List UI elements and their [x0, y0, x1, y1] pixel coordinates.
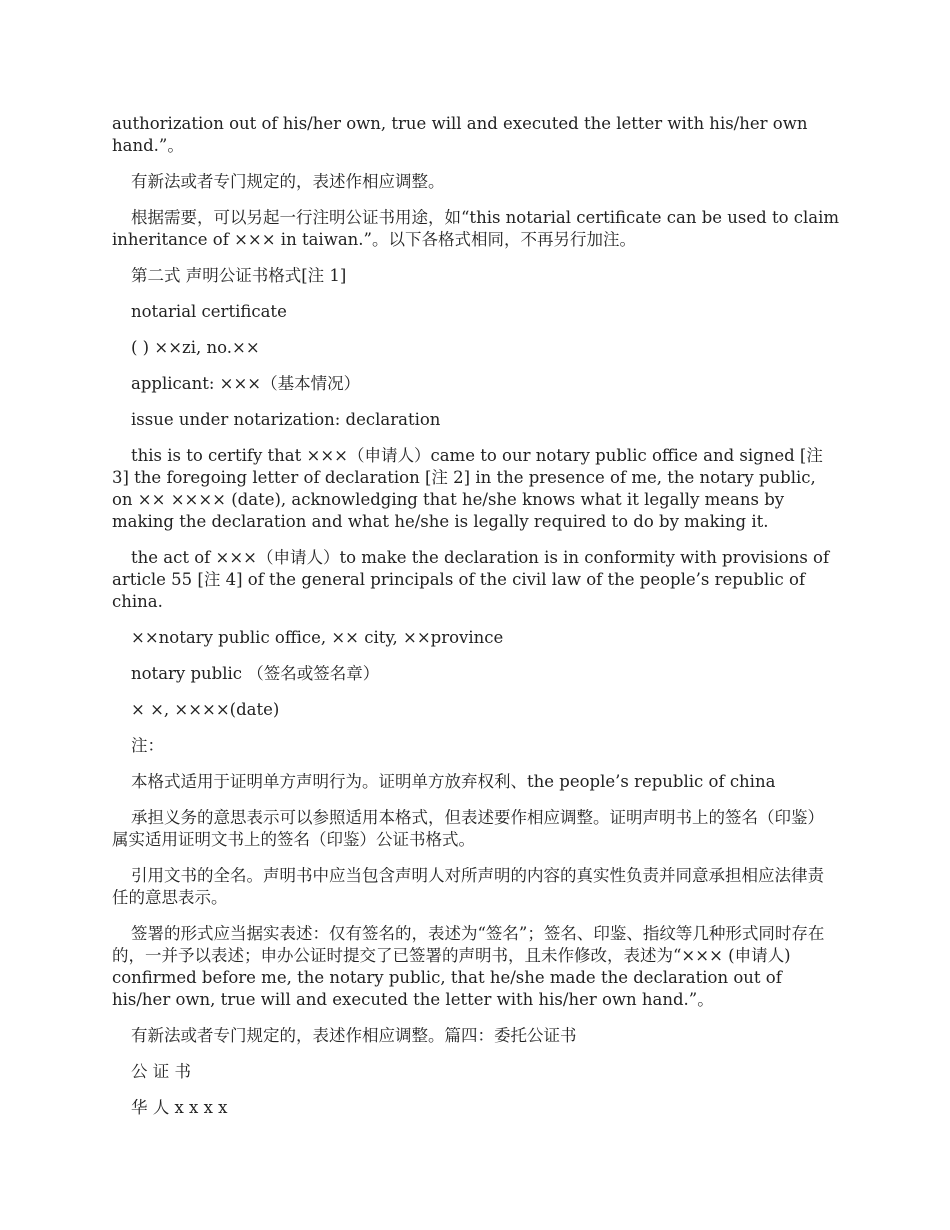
paragraph-certify: this is to certify that ×××（申请人）came to our notary public office and signed [注 3] the foregoing letter of declaration [注 2] in the presence of me, the notary public, on ×× ×××× (date), acknowledging that he/she knows what it legally means by making the declaration and what he/she is legally required to do by making it.: [112, 446, 823, 531]
section-heading-declaration-format: 第二式 声明公证书格式[注 1]: [131, 266, 347, 285]
paragraph-conformity: the act of ×××（申请人）to make the declaration is in conformity with provisions of article 55 [注 4] of the general principals of the civil law of the people’s republic of china.: [112, 548, 830, 611]
applicant-line: applicant: ×××（基本情况）: [131, 374, 361, 393]
note-1-continued: 承担义务的意思表示可以参照适用本格式，但表述要作相应调整。证明声明书上的签名（印鉴）属实适用证明文书上的签名（印鉴）公证书格式。: [112, 808, 824, 849]
note-2: 引用文书的全名。声明书中应当包含声明人对所声明的内容的真实性负责并同意承担相应法律责任的意思表示。: [112, 866, 824, 907]
note-3: 签署的形式应当据实表述：仅有签名的，表述为“签名”；签名、印鉴、指纹等几种形式同时存在的，一并予以表述；申办公证时提交了已签署的声明书，且未作修改，表述为“××× (申请人) confirmed before me, the notary public, that he/she made the declaration out of his/her own, true will and executed the letter with his/her own hand.”。: [112, 924, 825, 1009]
note-1: 本格式适用于证明单方声明行为。证明单方放弃权利、the people’s republic of china: [131, 772, 776, 791]
certificate-heading-chinese: 公 证 书: [131, 1062, 191, 1081]
notary-office-line: ××notary public office, ×× city, ××province: [131, 628, 504, 647]
paragraph-usage-note: 根据需要，可以另起一行注明公证书用途，如“this notarial certificate can be used to claim inheritance of ××× in taiwan.”。以下各格式相同，不再另行加注。: [112, 208, 840, 249]
notes-heading: 注：: [131, 736, 164, 755]
certificate-title: notarial certificate: [131, 302, 287, 321]
certificate-number: ( ) ××zi, no.××: [131, 338, 260, 357]
issue-line: issue under notarization: declaration: [131, 410, 441, 429]
paragraph-adjustment-note: 有新法或者专门规定的，表述作相应调整。: [131, 172, 445, 191]
final-line: 华 人 x x x x: [131, 1098, 228, 1117]
date-line: × ×, ××××(date): [131, 700, 280, 719]
note-4-and-section-four: 有新法或者专门规定的，表述作相应调整。篇四：委托公证书: [131, 1026, 577, 1045]
document-page: [112, 113, 840, 1133]
notary-signature-line: notary public （签名或签名章）: [131, 664, 380, 683]
paragraph-authorization-continuation: authorization out of his/her own, true will and executed the letter with his/her own hand.”。: [112, 114, 808, 155]
